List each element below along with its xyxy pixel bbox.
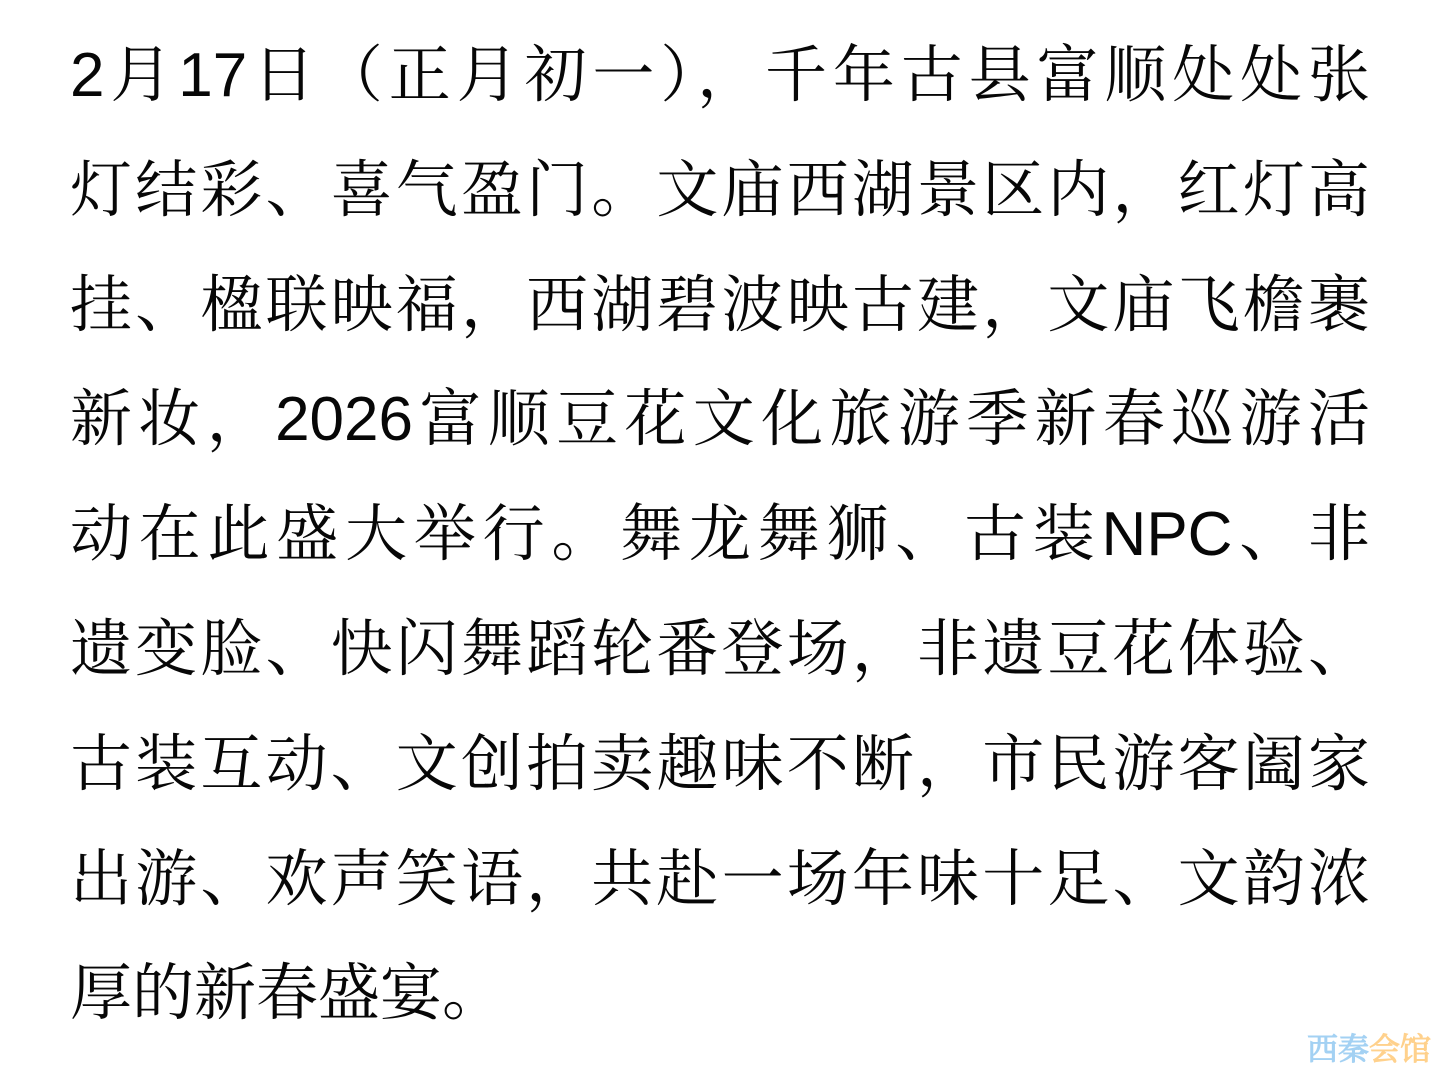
paragraph-line: 遗变脸、快闪舞蹈轮番登场，非遗豆花体验、 bbox=[70, 614, 1370, 684]
watermark-text-huiguan: 会馆 bbox=[1369, 1032, 1431, 1067]
paragraph-line: 2月17日（正月初一），千年古县富顺处处张 bbox=[70, 41, 1370, 110]
watermark bbox=[1307, 1032, 1431, 1068]
paragraph-line: 新妆，2026富顺豆花文化旅游季新春巡游活 bbox=[70, 385, 1370, 455]
paragraph-line: 动在此盛大举行。舞龙舞狮、古装NPC、非 bbox=[70, 500, 1370, 570]
article-paragraph bbox=[70, 19, 1370, 1052]
paragraph-line: 出游、欢声笑语，共赴一场年味十足、文韵浓 bbox=[70, 844, 1370, 914]
paragraph-line: 厚的新春盛宴。 bbox=[70, 959, 505, 1029]
watermark-text-xiqin: 西秦 bbox=[1307, 1032, 1369, 1067]
paragraph-line: 挂、楹联映福，西湖碧波映古建，文庙飞檐裹 bbox=[70, 270, 1370, 340]
paragraph-line: 古装互动、文创拍卖趣味不断，市民游客阖家 bbox=[70, 729, 1370, 799]
paragraph-line: 灯结彩、喜气盈门。文庙西湖景区内，红灯高 bbox=[70, 155, 1370, 225]
